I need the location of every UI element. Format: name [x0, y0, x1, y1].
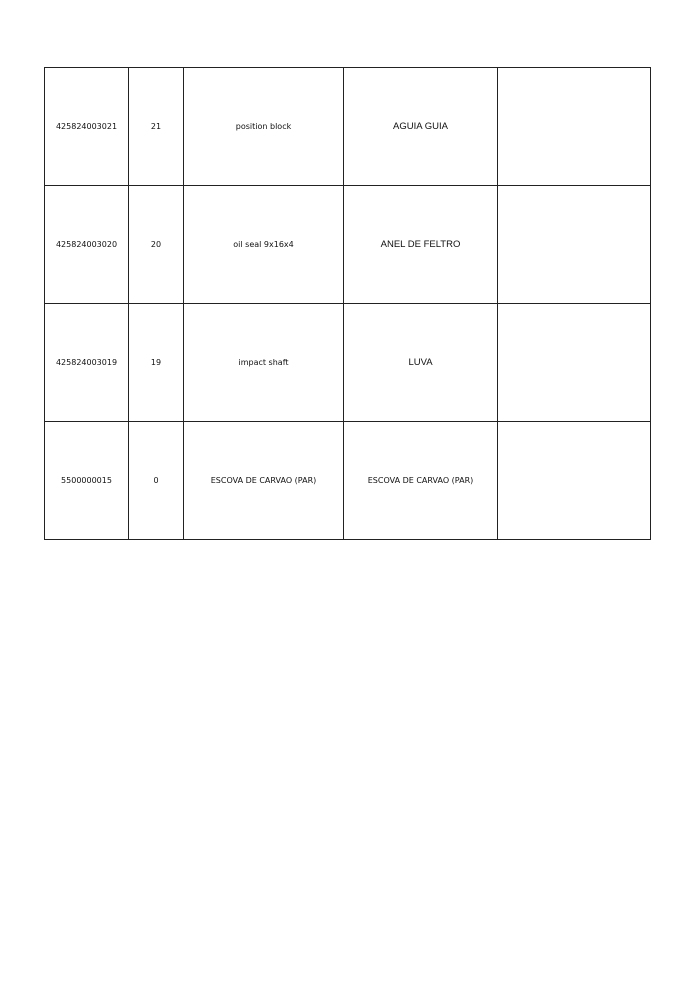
position-cell: 0	[129, 422, 184, 540]
portuguese-name-cell: AGUIA GUIA	[344, 68, 498, 186]
table-row	[45, 422, 651, 540]
portuguese-name-cell: ANEL DE FELTRO	[344, 186, 498, 304]
description-cell: impact shaft	[184, 304, 344, 422]
part-number-cell: 425824003020	[45, 186, 129, 304]
portuguese-name-cell: ESCOVA DE CARVAO (PAR)	[344, 422, 498, 540]
part-number-cell: 5500000015	[45, 422, 129, 540]
notes-cell	[498, 422, 651, 540]
portuguese-name-cell: LUVA	[344, 304, 498, 422]
table-row	[45, 68, 651, 186]
notes-cell	[498, 186, 651, 304]
position-cell: 21	[129, 68, 184, 186]
position-cell: 19	[129, 304, 184, 422]
part-number-cell: 425824003021	[45, 68, 129, 186]
table-row	[45, 186, 651, 304]
notes-cell	[498, 68, 651, 186]
position-cell: 20	[129, 186, 184, 304]
notes-cell	[498, 304, 651, 422]
table-row	[45, 304, 651, 422]
description-cell: oil seal 9x16x4	[184, 186, 344, 304]
part-number-cell: 425824003019	[45, 304, 129, 422]
parts-table	[44, 67, 651, 540]
description-cell: ESCOVA DE CARVAO (PAR)	[184, 422, 344, 540]
description-cell: position block	[184, 68, 344, 186]
